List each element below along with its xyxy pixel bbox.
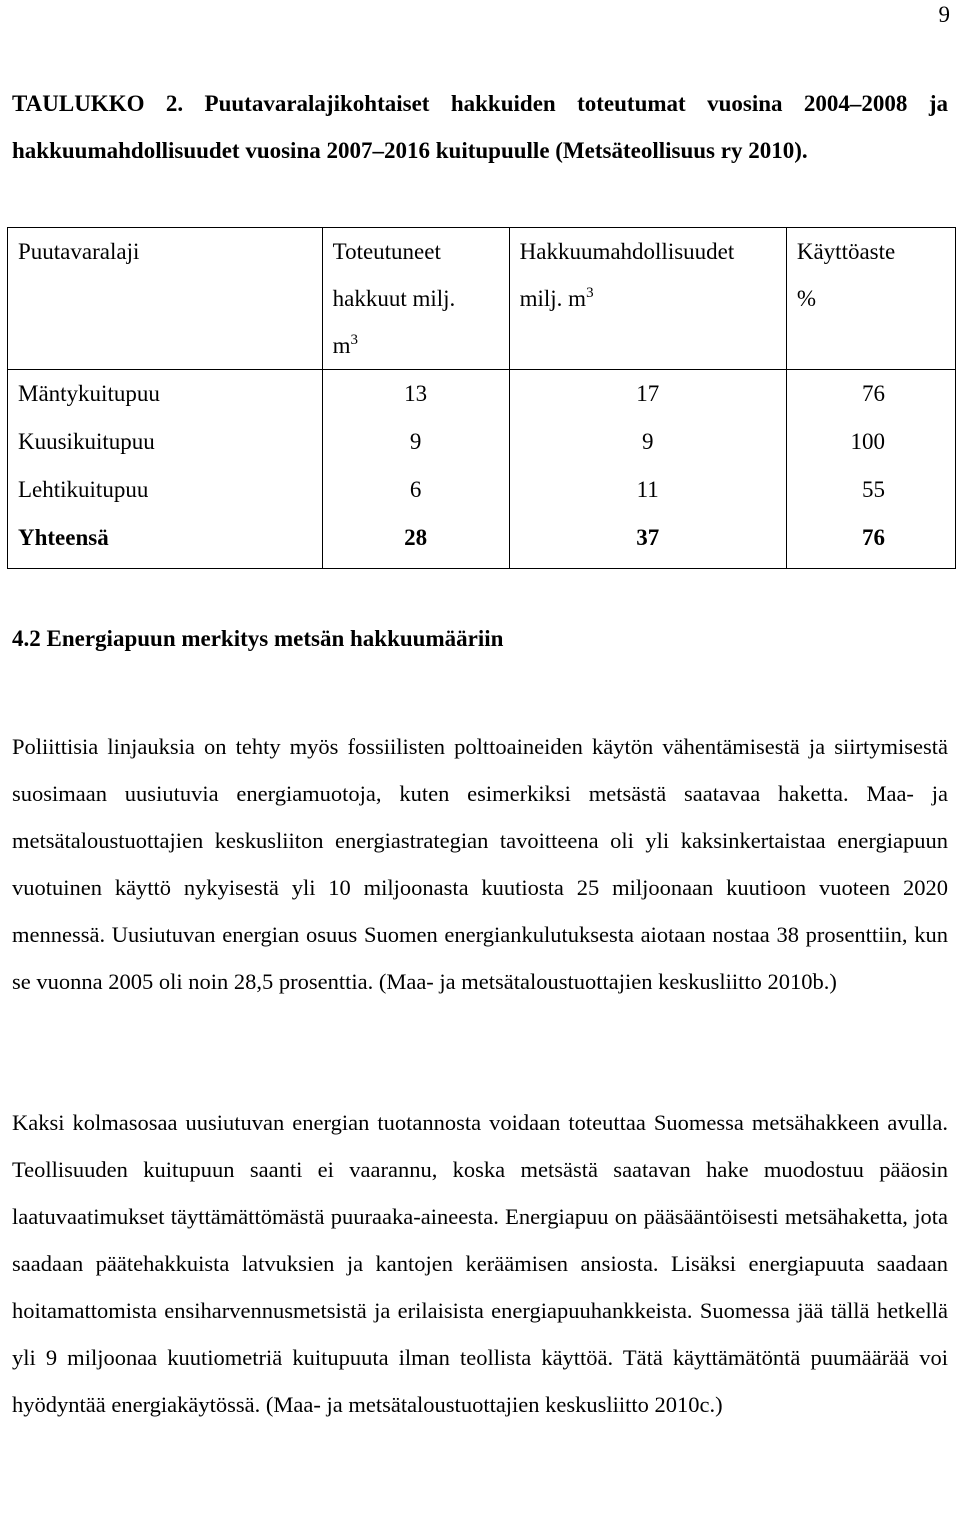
realized-total: 28 <box>404 525 428 550</box>
realized-value: 9 <box>409 429 422 454</box>
header-kayttoaste: Käyttöaste % <box>786 228 955 370</box>
body-paragraph-1: Poliittisia linjauksia on tehty myös fossiilisten polttoaineiden käytön vähentämisestä ja siirtymisestä suosimaan uusiutuvia energiamuotoja, kuten esimerkiksi metsästä saatavaa haketta. Maa- ja metsätaloustuottajien keskusliiton energiastrategian tavoitteena oli yli kaksinkertaistaa energiapuun vuotuinen käyttö nykyisestä yli 10 miljoonasta kuutiosta 25 miljoonaan kuutioon vuoteen 2020 mennessä. Uusiutuvan energian osuus Suomen energiankulutuksesta aiotaan nostaa 38 prosenttiin, kun se vuonna 2005 oli noin 28,5 prosenttia. (Maa- ja metsätaloustuottajien keskusliitto 2010b.) <box>12 734 948 994</box>
table-caption: TAULUKKO 2. Puutavaralajikohtaiset hakkuiden toteutumat vuosina 2004–2008 ja hakkuumahdollisuudet vuosina 2007–2016 kuitupuulle (Metsäteollisuus ry 2010). <box>12 91 948 163</box>
header-hakkuumahdollisuudet: Hakkuumahdollisuudet milj. $m^3$ <box>509 228 786 370</box>
harvest-table <box>7 227 956 569</box>
row-label: Mäntykuitupuu <box>18 381 160 406</box>
rate-total: 76 <box>862 525 885 550</box>
row-label: Kuusikuitupuu <box>18 429 155 454</box>
table-header-row <box>8 228 956 370</box>
row-label: Lehtikuitupuu <box>18 477 149 502</box>
body-paragraph-2: Kaksi kolmasosaa uusiutuvan energian tuotannosta voidaan toteuttaa Suomessa metsähakkeen avulla. Teollisuuden kuitupuun saanti ei vaarannu, koska metsästä saatavan hake muodostuu pääosin laatuvaatimukset täyttämättömästä puuraaka-aineesta. Energiapuu on pääsääntöisesti metsähaketta, jota saadaan päätehakkuista latvuksien ja kantojen keräämisen ansiosta. Lisäksi energiapuuta saadaan hoitamattomista ensiharvennusmetsistä ja erilaisista energiapuuhankkeista. Suomessa jää tällä hetkellä yli 9 miljoonaa kuutiometriä kuitupuuta ilman teollista käyttöä. Tätä käyttämätöntä puumäärää voi hyödyntää energiakäytössä. (Maa- ja metsätaloustuottajien keskusliitto 2010c.) <box>12 1110 948 1417</box>
rate-value: 100 <box>850 429 885 454</box>
rate-value: 55 <box>862 477 885 502</box>
potential-value: 9 <box>641 429 654 454</box>
potential-value: 11 <box>636 477 659 502</box>
label-column <box>8 370 323 569</box>
realized-value: 6 <box>409 477 422 502</box>
potential-total: 37 <box>636 525 660 550</box>
rate-column <box>786 370 955 569</box>
potential-column <box>509 370 786 569</box>
header-puutavaralaji: Puutavaralaji <box>8 228 323 370</box>
section-heading: 4.2 Energiapuun merkitys metsän hakkuumääriin <box>12 626 504 651</box>
row-label-total: Yhteensä <box>18 525 109 550</box>
potential-value: 17 <box>636 381 660 406</box>
page-number: 9 <box>938 2 950 27</box>
realized-value: 13 <box>404 381 428 406</box>
rate-value: 76 <box>862 381 885 406</box>
header-toteutuneet: Toteutuneet hakkuut milj. $m^3$ <box>322 228 509 370</box>
realized-column <box>322 370 509 569</box>
table-body-row <box>8 370 956 569</box>
